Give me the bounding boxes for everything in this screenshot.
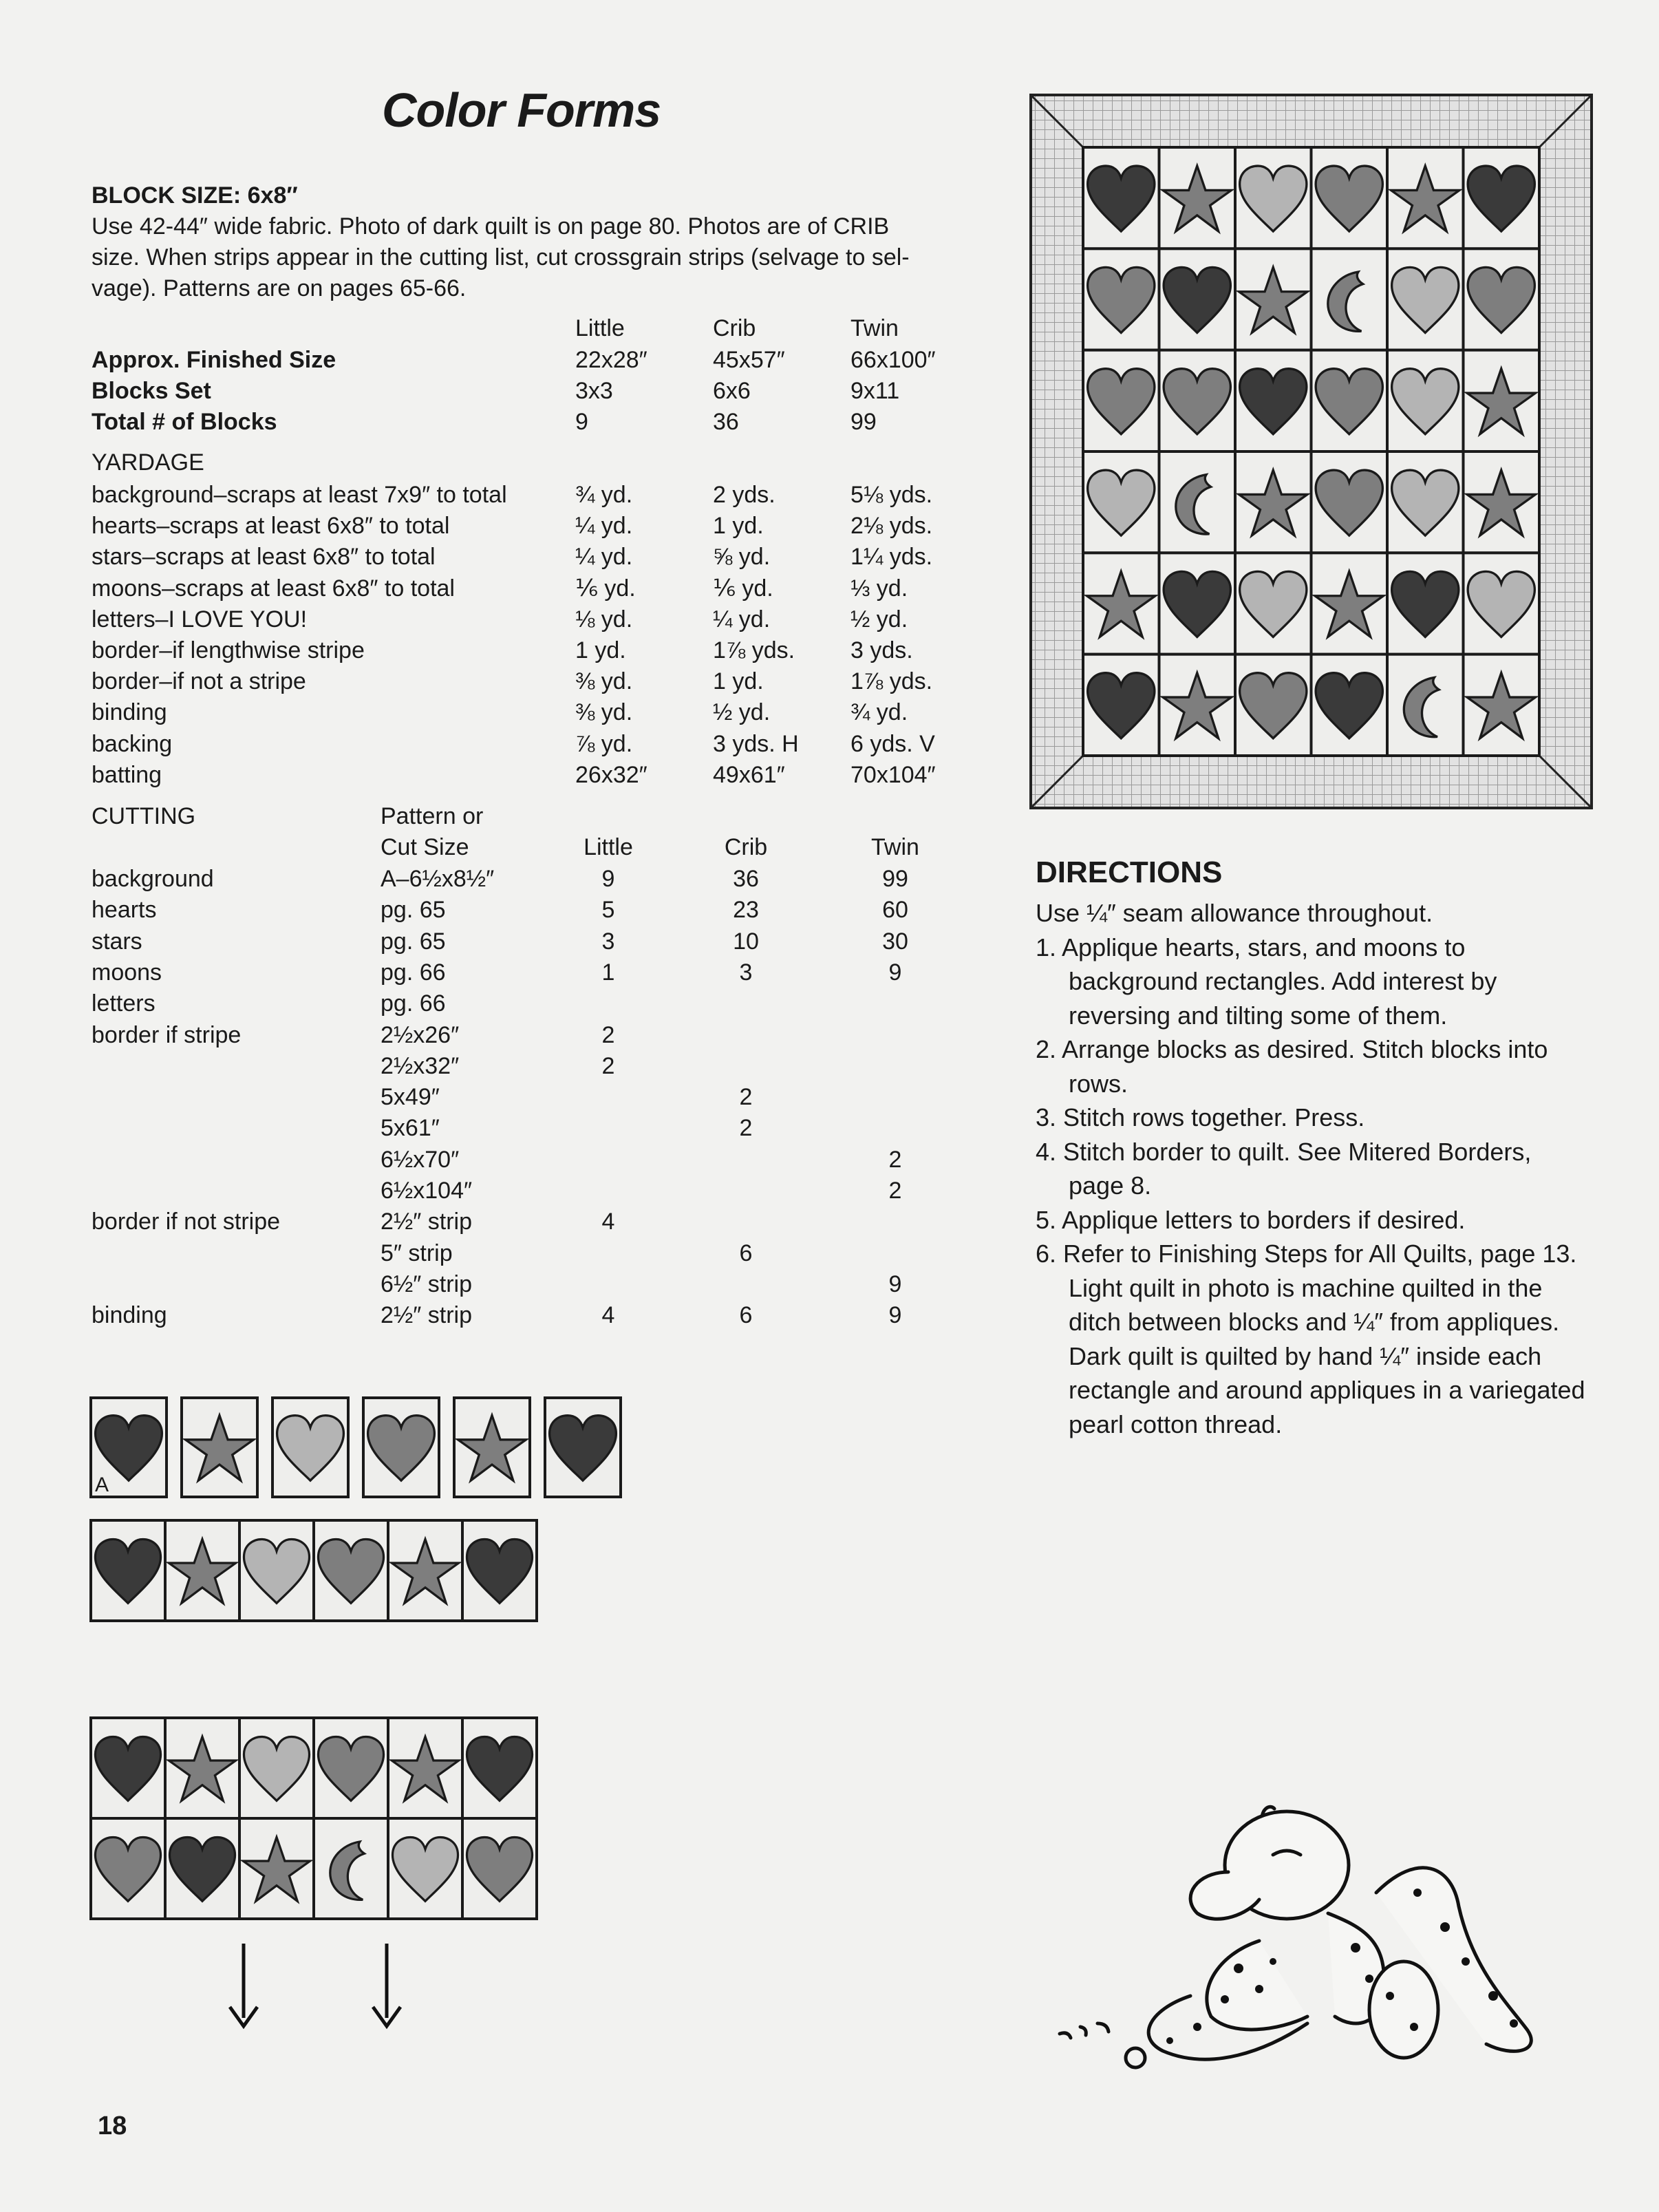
cell: pg. 65 — [381, 897, 446, 924]
cell: ⅓ yd. — [850, 575, 908, 602]
cell: pg. 66 — [381, 959, 446, 986]
directions-text — [1036, 896, 1586, 1441]
intro-line: Use 42-44″ wide fabric. Photo of dark quilt is on page 80. Photos are of CRIB — [92, 213, 890, 240]
cell: 6x6 — [713, 378, 751, 404]
cell: moons–scraps at least 6x8″ to total — [92, 575, 455, 602]
cell: binding — [92, 1302, 167, 1329]
cell: 5x61″ — [381, 1115, 440, 1142]
cutting-col-header: Pattern or — [381, 803, 484, 829]
page-title: Color Forms — [382, 83, 661, 137]
cell: 9 — [575, 409, 588, 435]
col-crib: Crib — [713, 315, 756, 341]
cell: 22x28″ — [575, 347, 647, 373]
cell: ⅜ yd. — [575, 668, 633, 695]
quilt-block — [1159, 451, 1236, 553]
cell: 1 — [601, 959, 615, 986]
quilt-block — [1312, 248, 1388, 350]
cell: ½ yd. — [850, 606, 908, 632]
directions-steps — [1036, 930, 1586, 1442]
down-arrow-icon — [230, 1944, 257, 2026]
direction-step: 3. Stitch rows together. Press. — [1036, 1103, 1365, 1131]
cell: 1¼ yds. — [850, 544, 933, 571]
cell: 2 — [601, 1052, 615, 1079]
direction-step: 6. Refer to Finishing Steps for All Quilts, page 13. Light quilt in photo is machine quilted in the ditch between blocks and ¼″ from appliques. Dark quilt is quilted by hand ¼″ inside each rectangle and around appliques in a variegated pearl cotton thread. — [1036, 1240, 1585, 1438]
joined-row-diagram — [88, 1518, 549, 1624]
cell: 36 — [713, 409, 739, 435]
cell: pg. 65 — [381, 928, 446, 955]
cell: 3 — [739, 959, 753, 986]
cell: 6½x70″ — [381, 1146, 460, 1173]
cell: ¾ yd. — [850, 699, 908, 726]
cell: 9x11 — [850, 378, 900, 404]
cell: 6 — [739, 1302, 753, 1329]
cell: letters–I LOVE YOU! — [92, 606, 308, 632]
cell: 6 — [739, 1240, 753, 1266]
page-number: 18 — [98, 2112, 127, 2140]
cell: 6 yds. V — [850, 730, 935, 757]
col-cut-size: Cut Size — [381, 834, 469, 860]
stacked-rows — [91, 1718, 537, 1919]
cell: 5 — [601, 897, 615, 924]
block-size: BLOCK SIZE: 6x8″ — [92, 182, 298, 209]
cell: 66x100″ — [850, 347, 936, 373]
cell: stars — [92, 928, 142, 955]
cell: moons — [92, 959, 162, 986]
cell: 2 — [739, 1115, 753, 1142]
cell: border–if not a stripe — [92, 668, 306, 695]
cell: 10 — [733, 928, 759, 955]
cell: 4 — [601, 1209, 615, 1235]
cell: letters — [92, 990, 156, 1017]
cell: background — [92, 866, 214, 892]
cell: 45x57″ — [713, 347, 785, 373]
cell: border–if lengthwise stripe — [92, 637, 365, 663]
row-label: Approx. Finished Size — [92, 347, 336, 373]
cell: 2 — [888, 1146, 902, 1173]
cell: 2 — [888, 1178, 902, 1204]
cell: 2½x26″ — [381, 1021, 460, 1048]
cell: ¼ yd. — [713, 606, 771, 632]
col-twin: Twin — [871, 834, 919, 860]
col-little: Little — [584, 834, 633, 860]
cutting-heading: CUTTING — [92, 803, 196, 829]
cell: 3 yds. — [850, 637, 913, 663]
cell: 9 — [888, 959, 902, 986]
cell: 5″ strip — [381, 1240, 453, 1266]
cell: 23 — [733, 897, 759, 924]
joined-row — [91, 1520, 537, 1621]
cell: 2 — [739, 1084, 753, 1111]
cell: 5x49″ — [381, 1084, 440, 1111]
quilt-block-grid — [1083, 147, 1539, 756]
quilt-block — [314, 1818, 388, 1919]
intro-line: vage). Patterns are on pages 65-66. — [92, 275, 467, 301]
directions-heading: DIRECTIONS — [1036, 855, 1223, 889]
separated-blocks — [91, 1398, 621, 1497]
cell: 70x104″ — [850, 761, 936, 788]
cell: 2 yds. — [713, 482, 775, 508]
cell: hearts — [92, 897, 157, 924]
cell: A–6½x8½″ — [381, 866, 495, 892]
directions-intro: Use ¼″ seam allowance throughout. — [1036, 899, 1433, 927]
cell: 2 — [601, 1021, 615, 1048]
yardage-heading: YARDAGE — [92, 449, 204, 476]
cell: 9 — [601, 866, 615, 892]
cell: ⅜ yd. — [575, 699, 633, 726]
cell: 4 — [601, 1302, 615, 1329]
cell: 3x3 — [575, 378, 613, 404]
cell: ¼ yd. — [575, 544, 633, 571]
cell: pg. 66 — [381, 990, 446, 1017]
quilt-illustration — [1025, 91, 1596, 812]
direction-step: 1. Applique hearts, stars, and moons to background rectangles. Add interest by reversing and tilting some of them. — [1036, 933, 1497, 1030]
cell: 49x61″ — [713, 761, 785, 788]
cell: 9 — [888, 1302, 902, 1329]
cell: ⅛ yd. — [575, 606, 633, 632]
intro-text — [92, 211, 938, 304]
cell: 36 — [733, 866, 759, 892]
cell: background–scraps at least 7x9″ to total — [92, 482, 507, 508]
cell: 99 — [850, 409, 877, 435]
cell: ⅙ yd. — [575, 575, 636, 602]
cell: ⅝ yd. — [713, 544, 771, 571]
cell: 3 — [601, 928, 615, 955]
cell: 26x32″ — [575, 761, 647, 788]
col-crib: Crib — [724, 834, 768, 860]
cell: 6½x104″ — [381, 1178, 473, 1204]
cell: batting — [92, 761, 162, 788]
block-row-diagram — [88, 1395, 632, 1500]
cell: stars–scraps at least 6x8″ to total — [92, 544, 436, 571]
cell: 1⅞ yds. — [850, 668, 933, 695]
cell: 6½″ strip — [381, 1270, 472, 1297]
cell: 1 yd. — [713, 668, 764, 695]
direction-step: 2. Arrange blocks as desired. Stitch blocks into rows. — [1036, 1035, 1548, 1098]
cell: 2½″ strip — [381, 1209, 472, 1235]
cell: ½ yd. — [713, 699, 771, 726]
cell: 5⅛ yds. — [850, 482, 933, 508]
cell: 9 — [888, 1270, 902, 1297]
down-arrow-icon — [373, 1944, 400, 2026]
row-label: Total # of Blocks — [92, 409, 277, 435]
duck-illustration — [1032, 1789, 1555, 2085]
cell: 1 yd. — [713, 513, 764, 540]
row-label: Blocks Set — [92, 378, 211, 404]
quilt-block — [1387, 655, 1464, 756]
cell: ¼ yd. — [575, 513, 633, 540]
cell: backing — [92, 730, 173, 757]
direction-step: 5. Applique letters to borders if desired. — [1036, 1205, 1466, 1234]
cell: ⅙ yd. — [713, 575, 773, 602]
cell: 3 yds. H — [713, 730, 799, 757]
cell: 2⅛ yds. — [850, 513, 933, 540]
cell: binding — [92, 699, 167, 726]
cell: 30 — [882, 928, 908, 955]
stacked-rows-diagram — [88, 1715, 549, 2080]
cell: ⅞ yd. — [575, 730, 633, 757]
cell: ¾ yd. — [575, 482, 633, 508]
cell: 2½″ strip — [381, 1302, 472, 1329]
direction-step: 4. Stitch border to quilt. See Mitered Borders, page 8. — [1036, 1137, 1532, 1200]
cell: 2½x32″ — [381, 1052, 460, 1079]
intro-line: size. When strips appear in the cutting list, cut crossgrain strips (selvage to sel- — [92, 244, 910, 270]
cell: 1 yd. — [575, 637, 626, 663]
col-little: Little — [575, 315, 625, 341]
cell: 1⅞ yds. — [713, 637, 795, 663]
cell: border if not stripe — [92, 1209, 281, 1235]
cell: 99 — [882, 866, 908, 892]
cell: 60 — [882, 897, 908, 924]
cell: border if stripe — [92, 1021, 242, 1048]
cell: hearts–scraps at least 6x8″ to total — [92, 513, 450, 540]
block-label: A — [95, 1474, 109, 1496]
col-twin: Twin — [850, 315, 899, 341]
